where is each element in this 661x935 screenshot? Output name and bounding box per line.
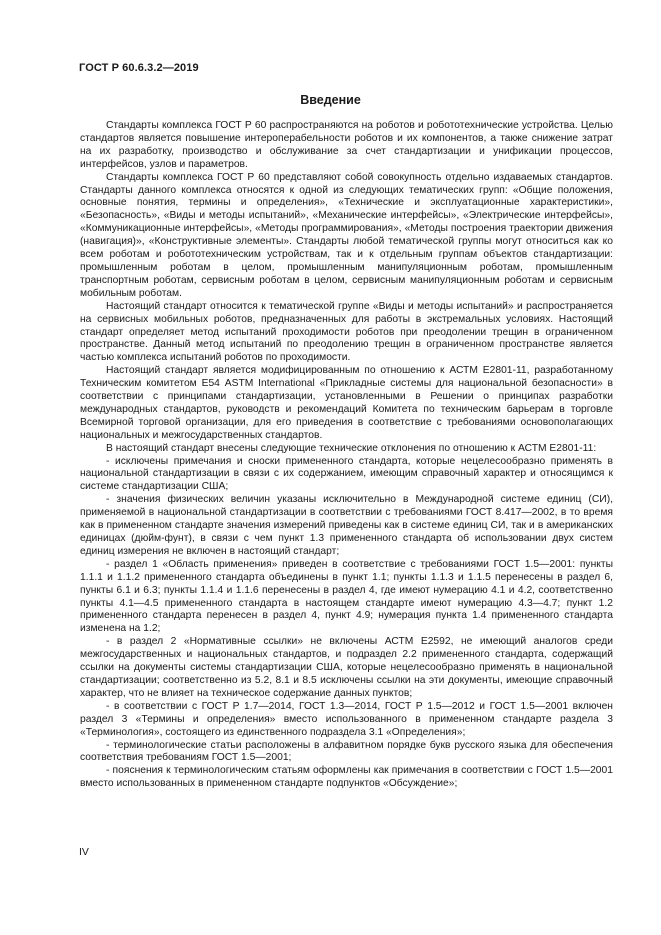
- list-item: - пояснения к терминологическим статьям оформлены как примечания в соответствии с ГОСТ 1.5—2001 вместо использованных в примененном стандарте подпунктов «Обсуждение»;: [80, 765, 613, 790]
- list-item: - в раздел 2 «Нормативные ссылки» не включены АСТМ Е2592, не имеющий аналогов среди межгосударственных и национальных стандартов, и подраздел 2.2 примененного стандарта, содержащий ссылки на документы системы стандартизации США, которые нецелесообразно применять в национальной стандартизации; соответственно из 5.2, 8.1 и 8.5 исключены ссылки на эти документы, имеющие справочный характер, что не влияет на техническое содержание данных пунктов;: [80, 636, 613, 699]
- paragraph: Настоящий стандарт является модифицированным по отношению к АСТМ Е2801-11, разработанному Техническим комитетом Е54 ASTM International «Прикладные системы для национальной безопасности» в соответствии с принципами стандартизации, установленными в Решении о принципах разработки международных стандартов, руководств и рекомендаций Комитета по техническим барьерам в торговле Всемирной торговой организации, для его приведения в соответствие с требованиями основополагающих национальных и межгосударственных стандартов.: [80, 365, 613, 441]
- body-text: [80, 120, 613, 791]
- list-item: - раздел 1 «Область применения» приведен в соответствие с требованиями ГОСТ 1.5—2001: пункты 1.1.1 и 1.1.2 примененного стандарта объединены в пункт 1.1; пункты 1.1.3 и 1.1.5 перенесены в раздел 6, пункты 6.1 и 6.3; пункты 1.1.4 и 1.1.6 перенесены в раздел 4, где имеют нумерацию 4.1 и 4.2, соответственно пункты 4.1—4.5 примененного стандарта в настоящем стандарте имеют нумерацию 4.3—4.7; пункт 1.2 примененного стандарта перенесен в раздел 4, пункт 4.9; нумерация пункта 1.4 примененного стандарта изменена на 1.2;: [80, 558, 613, 635]
- page-number: IV: [79, 846, 89, 858]
- list-item: - терминологические статьи расположены в алфавитном порядке букв русского языка для обеспечения соответствия требованиям ГОСТ 1.5—2001;: [80, 739, 613, 764]
- list-item: - исключены примечания и сноски примененного стандарта, которые нецелесообразно применять в национальной стандартизации в связи с их содержанием, имеющим справочный характер и относящимся к системе стандартизации США;: [80, 455, 613, 493]
- paragraph: Стандарты комплекса ГОСТ Р 60 распространяются на роботов и робототехнические устройства. Целью стандартов является повышение интероперабельности роботов и их компонентов, а также снижение затрат на их разработку, производство и обслуживание за счет стандартизации и унификации процессов, интерфейсов, узлов и параметров.: [80, 120, 613, 170]
- paragraph: Настоящий стандарт относится к тематической группе «Виды и методы испытаний» и распространяется на сервисных мобильных роботов, предназначенных для работы в экстремальных условиях. Настоящий стандарт определяет метод испытаний проходимости роботов при преодолении трещин в ограниченном пространстве. Данный метод испытаний по преодолению трещин в ограниченном пространстве является частью комплекса испытаний роботов по проходимости.: [80, 300, 613, 364]
- document-code-header: ГОСТ Р 60.6.3.2—2019: [79, 62, 199, 74]
- paragraph: Стандарты комплекса ГОСТ Р 60 представляют собой совокупность отдельно издаваемых стандартов. Стандарты данного комплекса относятся к одной из следующих тематических групп: «Общие положения, основные понятия, термины и определения», «Технические и эксплуатационные характеристики», «Безопасность», «Виды и методы испытаний», «Механические интерфейсы», «Электрические интерфейсы», «Коммуникационные интерфейсы», «Методы программирования», «Методы построения траектории движения (навигация)», «Конструктивные элементы». Стандарты любой тематической группы могут относиться как ко всем роботам и робототехническим устройствам, так и к отдельным группам объектов стандартизации: промышленным роботам в целом, промышленным манипуляционным роботам, промышленным транспортным роботам, сервисным роботам в целом, сервисным манипуляционным роботам и сервисным мобильным роботам.: [80, 171, 613, 299]
- section-title: Введение: [300, 93, 361, 107]
- list-item: - в соответствии с ГОСТ Р 1.7—2014, ГОСТ 1.3—2014, ГОСТ Р 1.5—2012 и ГОСТ 1.5—2001 включен раздел 3 «Термины и определения» вместо использованного в примененном стандарте раздела 3 «Терминология», состоящего из единственного подраздела 3.1 «Определения»;: [80, 700, 613, 738]
- paragraph: В настоящий стандарт внесены следующие технические отклонения по отношению к АСТМ Е2801-11:: [106, 442, 597, 454]
- list-item: - значения физических величин указаны исключительно в Международной системе единиц (СИ), применяемой в национальной стандартизации в соответствии с требованиями ГОСТ 8.417—2002, в то время как в примененном стандарте значения измерений приведены как в системе единиц СИ, так и в американских единицах (дюйм-фунт), в связи с чем пункт 1.3 примененного стандарта об использовании двух систем единиц измерения не включен в настоящий стандарт;: [80, 494, 613, 557]
